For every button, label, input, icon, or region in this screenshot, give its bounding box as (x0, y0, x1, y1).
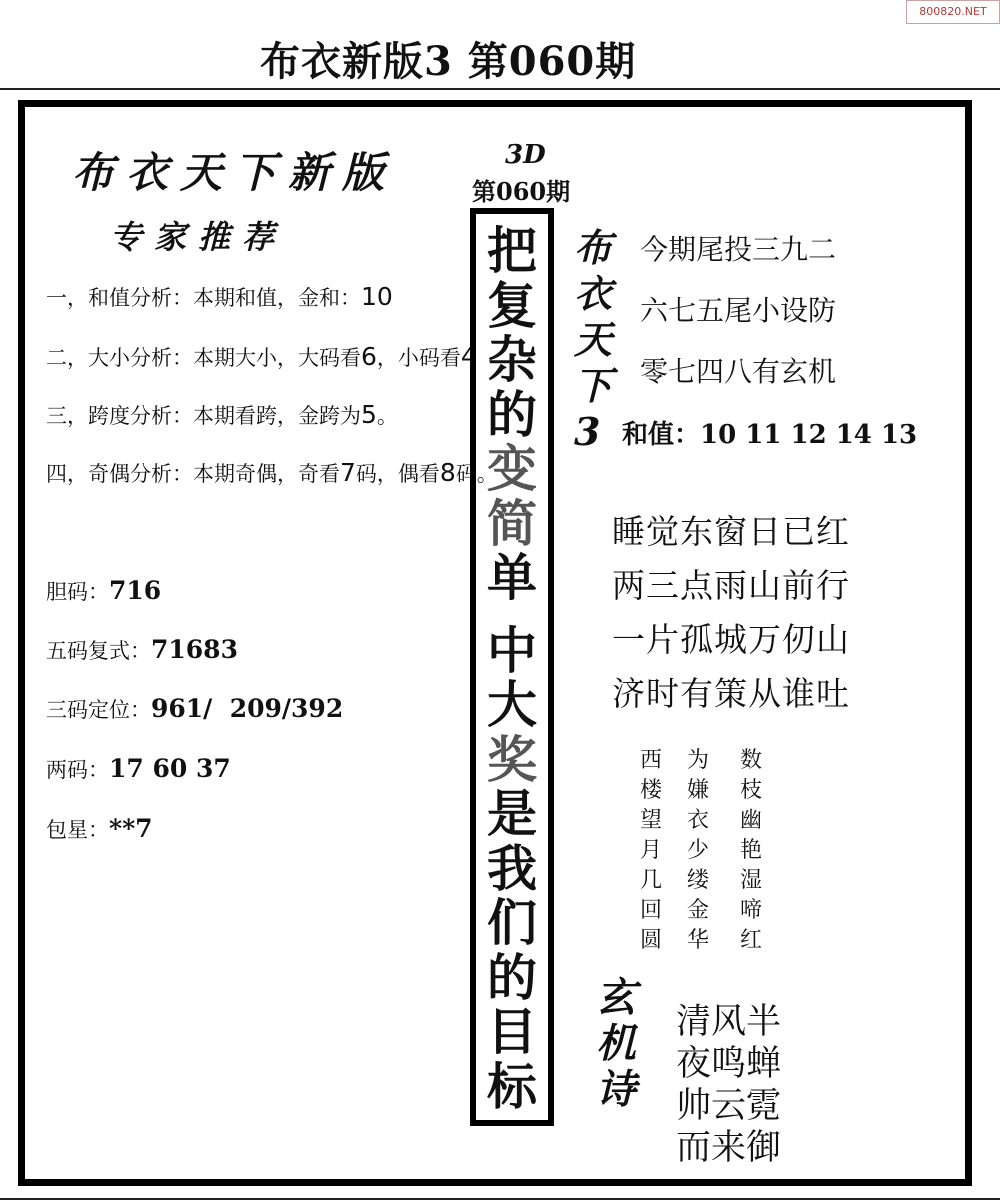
center-3d-label: 3D (505, 140, 546, 170)
stat-dan-ma: 胆码：716 (46, 576, 162, 605)
tail-poem-line: 六七五尾小设防 (640, 294, 837, 327)
left-subtitle: 专家推荐 (110, 218, 287, 256)
brand-vertical: 布 衣 天 下 3 (574, 225, 613, 454)
stat-bao-xing: 包星：**7 (46, 814, 153, 843)
analysis-size: 二，大小分析：本期大小，大码看6，小码看4 (46, 342, 477, 371)
poem-line: 济时有策从谁吐 (612, 674, 850, 713)
xuanji-poem-line: 而来御 (676, 1128, 782, 1168)
stat-two-code: 两码：17 60 37 (46, 754, 231, 783)
poem-line: 两三点雨山前行 (612, 566, 850, 605)
center-issue: 第060期 (472, 177, 571, 206)
poem-line: 一片孤城万仞山 (612, 620, 850, 659)
bottom-divider (0, 1198, 1000, 1200)
analysis-odd-even: 四，奇偶分析：本期奇偶，奇看7码，偶看8码。 (46, 458, 498, 487)
xuanji-poem-line: 夜鸣蝉 (676, 1044, 782, 1084)
tail-poem-line: 今期尾投三九二 (640, 233, 837, 266)
xuanji-poem-line: 清风半 (676, 1002, 782, 1042)
stat-three-code: 三码定位：961/ 209/392 (46, 694, 344, 723)
stat-five-code: 五码复式：71683 (46, 635, 238, 664)
divider-line (0, 88, 1000, 90)
analysis-sum: 一，和值分析：本期和值，金和：10 (46, 282, 393, 311)
page-title: 布衣新版3 第060期 (260, 38, 637, 85)
tail-poem-line: 零七四八有玄机 (640, 355, 837, 388)
analysis-span: 三，跨度分析：本期看跨，金跨为5。 (46, 400, 398, 429)
sum-values-line: 和值：10 11 12 14 13 (622, 420, 918, 450)
left-title: 布衣天下新版 (72, 148, 397, 197)
xuanji-poem-line: 帅云霓 (676, 1086, 782, 1126)
char-grid: 西 为 数 楼 嫌 枝 望 衣 幽 月 少 艳 几 缕 湿 回 金 啼 圆 华 红 (640, 748, 763, 953)
site-watermark: 800820.NET (906, 0, 1000, 24)
poem-line: 睡觉东窗日已红 (612, 512, 850, 551)
center-vertical-slogan: 把 复 杂 的 变 简 单 中 大 奖 是 我 们 的 目 标 (470, 208, 554, 1126)
xuanji-poem-label: 玄 机 诗 (596, 974, 636, 1113)
